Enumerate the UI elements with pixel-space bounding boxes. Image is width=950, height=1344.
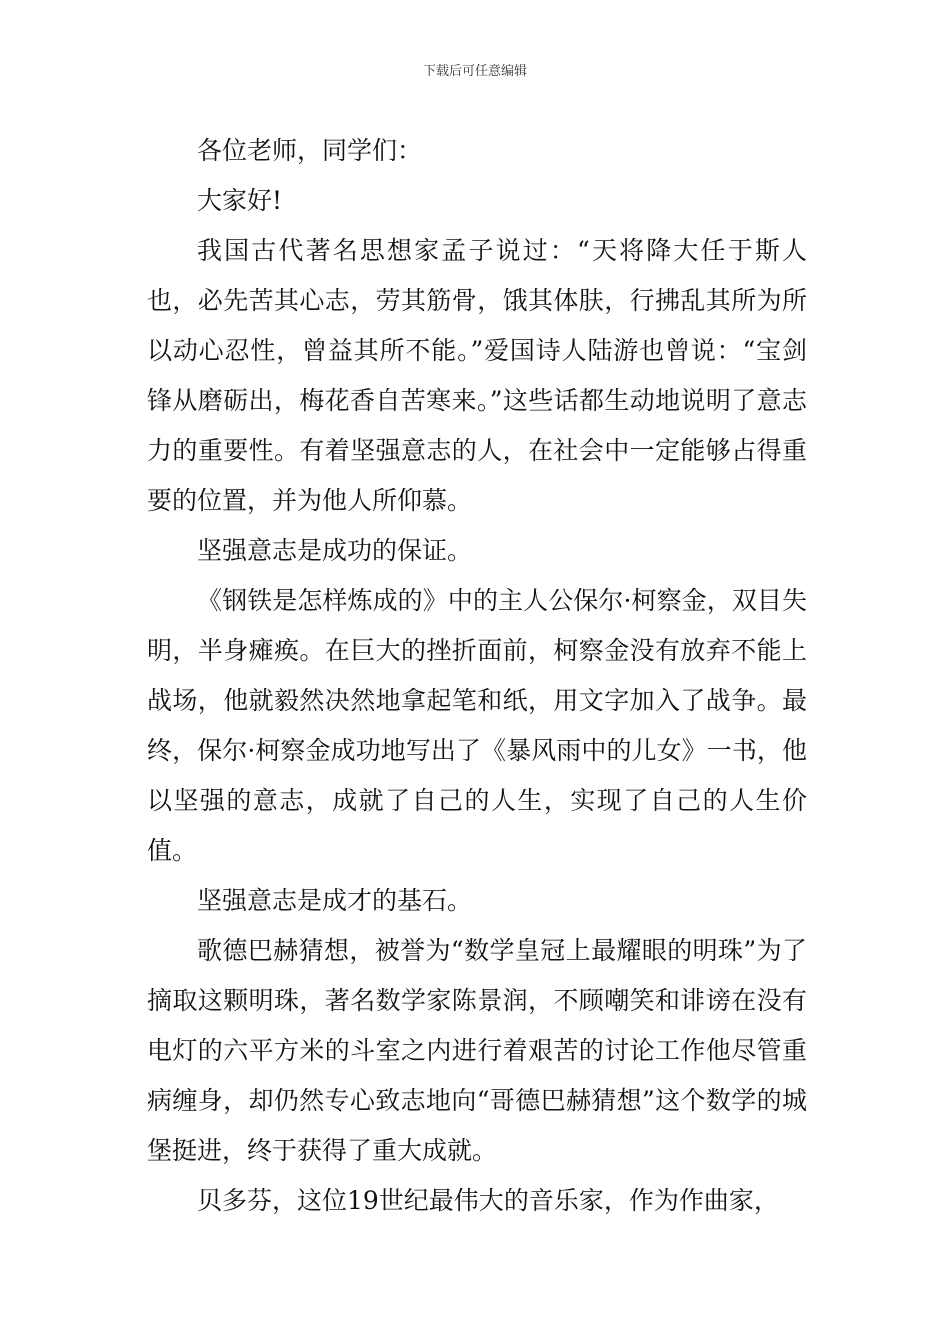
paragraph-intro-quotes: 我国古代著名思想家孟子说过：“天将降大任于斯人也，必先苦其心志，劳其筋骨，饿其体肤，行拂乱其所为所以动心忍性，曾益其所不能。”爱国诗人陆游也曾说：“宝剑锋从磨砺出，梅花香自苦寒来。”这些话都生动地说明了意志力的重要性。有着坚强意志的人，在社会中一定能够占得重要的位置，并为他人所仰慕。 — [147, 236, 807, 515]
paragraph-greeting: 各位老师，同学们： — [197, 136, 423, 165]
paragraph-point-talent: 坚强意志是成才的基石。 — [197, 886, 473, 915]
paragraph-korchagin-example: 《钢铁是怎样炼成的》中的主人公保尔·柯察金，双目失明，半身瘫痪。在巨大的挫折面前，柯察金没有放弃不能上战场，他就毅然决然地拿起笔和纸，用文字加入了战争。最终，保尔·柯察金成功地写出了《暴风雨中的儿女》一书，他以坚强的意志，成就了自己的人生，实现了自己的人生价值。 — [147, 586, 807, 865]
paragraph-point-success: 坚强意志是成功的保证。 — [197, 536, 473, 565]
paragraph-hello: 大家好! — [197, 186, 283, 215]
paragraph-beethoven-example: 贝多芬，这位19世纪最伟大的音乐家，作为作曲家， — [197, 1186, 779, 1215]
page-header-note: 下载后可任意编辑 — [422, 64, 527, 79]
paragraph-chen-jingrun-example: 歌德巴赫猜想，被誉为“数学皇冠上最耀眼的明珠”为了摘取这颗明珠，著名数学家陈景润，不顾嘲笑和诽谤在没有电灯的六平方米的斗室之内进行着艰苦的讨论工作他尽管重病缠身，却仍然专心致志地向“哥德巴赫猜想”这个数学的城堡挺进，终于获得了重大成就。 — [147, 936, 807, 1165]
document-body — [147, 126, 807, 1226]
